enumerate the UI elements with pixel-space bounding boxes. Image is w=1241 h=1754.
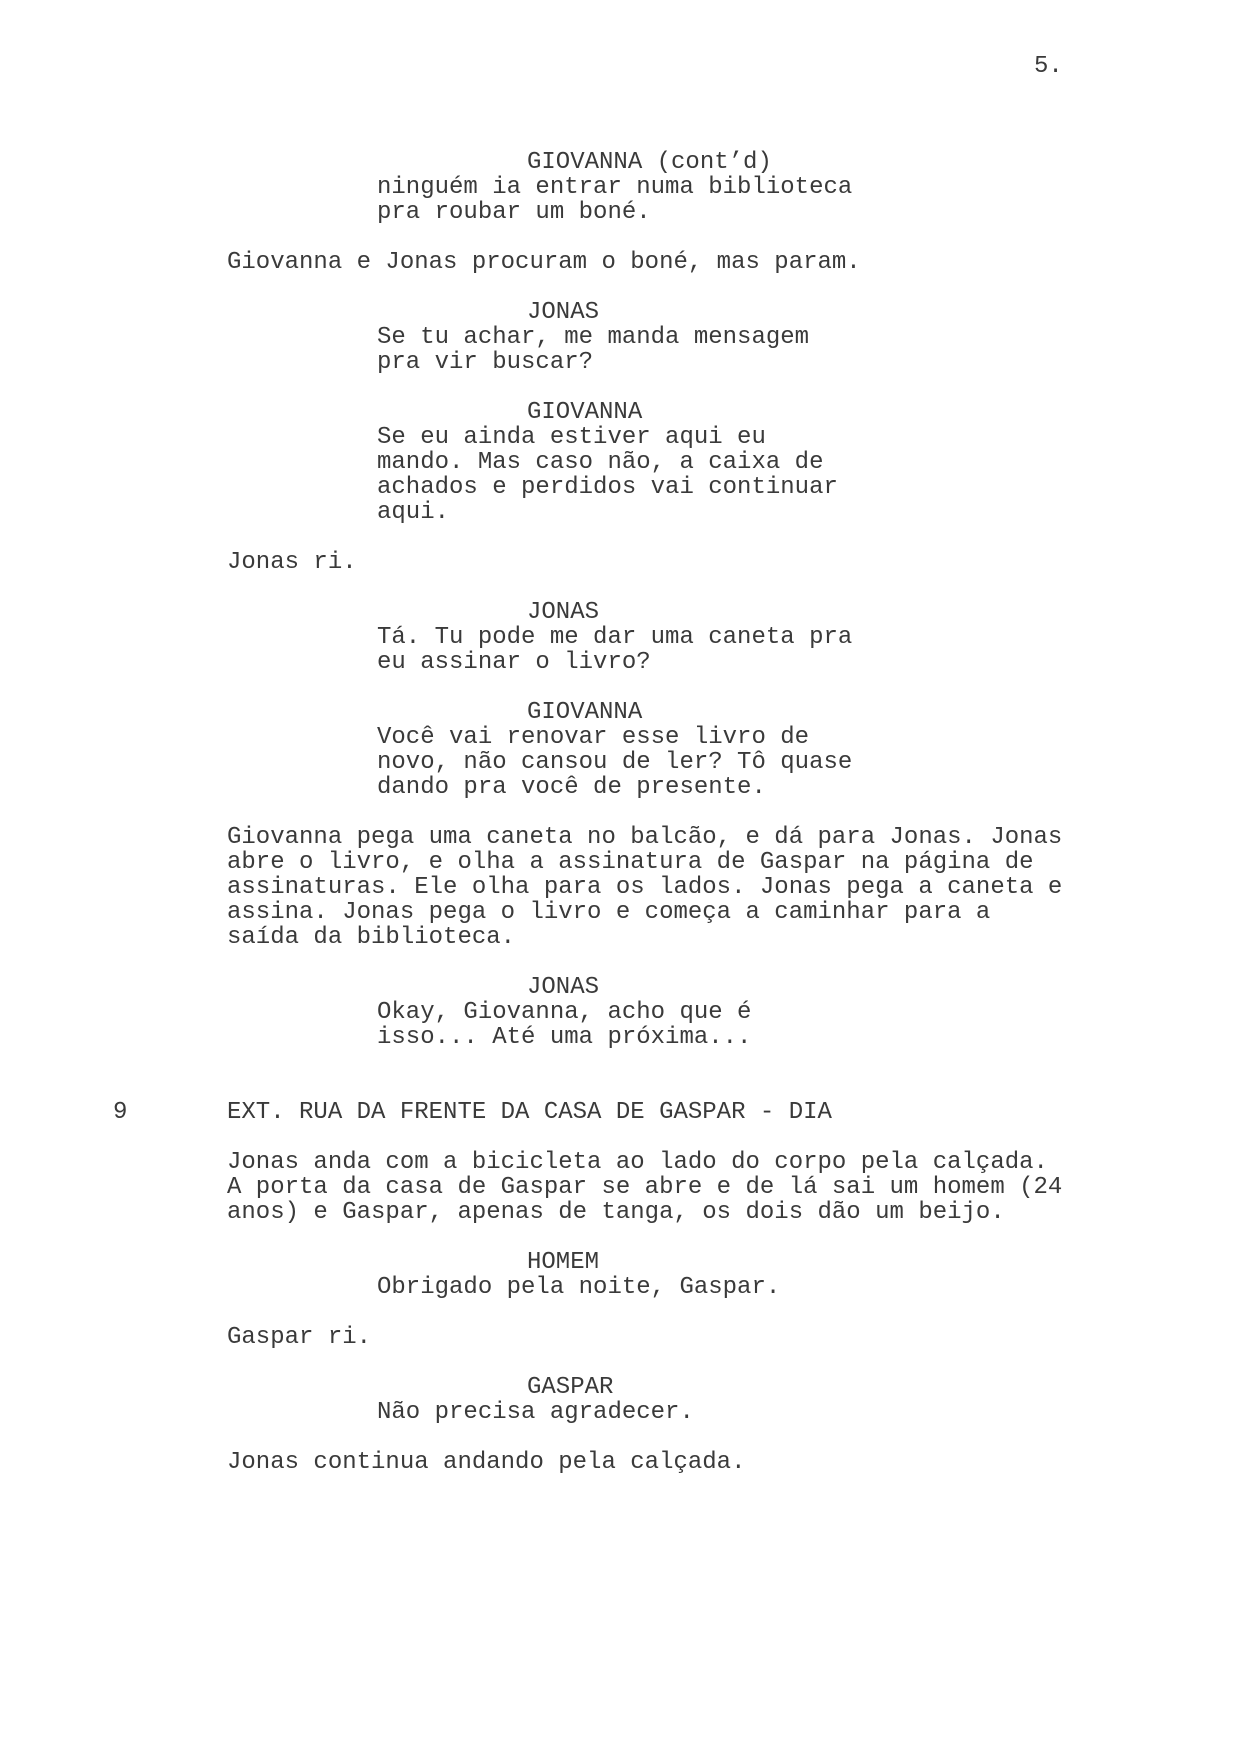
scene-slugline: EXT. RUA DA FRENTE DA CASA DE GASPAR - DIA: [227, 1099, 832, 1126]
dialogue-line: Okay, Giovanna, acho que é: [377, 999, 752, 1026]
action-line: Giovanna pega uma caneta no balcão, e dá para Jonas. Jonas: [227, 824, 1063, 851]
scene-number: 9: [113, 1099, 128, 1126]
action-line: Giovanna e Jonas procuram o boné, mas param.: [227, 249, 861, 276]
dialogue-line: Você vai renovar esse livro de: [377, 724, 810, 751]
dialogue-line: Se eu ainda estiver aqui eu: [377, 424, 766, 451]
dialogue-line: aqui.: [377, 499, 450, 526]
action-line: A porta da casa de Gaspar se abre e de lá sai um homem (24: [227, 1174, 1063, 1201]
action-line: Jonas anda com a bicicleta ao lado do corpo pela calçada.: [227, 1149, 1048, 1176]
action-line: Jonas continua andando pela calçada.: [227, 1449, 746, 1476]
character-cue: JONAS: [527, 299, 600, 326]
character-cue: GASPAR: [527, 1374, 614, 1401]
action-line: saída da biblioteca.: [227, 924, 516, 951]
dialogue-line: Tá. Tu pode me dar uma caneta pra: [377, 624, 853, 651]
action-line: assinaturas. Ele olha para os lados. Jonas pega a caneta e: [227, 874, 1063, 901]
dialogue-line: Obrigado pela noite, Gaspar.: [377, 1274, 781, 1301]
action-line: Jonas ri.: [227, 549, 357, 576]
page-number: 5.: [1034, 53, 1063, 80]
dialogue-line: mando. Mas caso não, a caixa de: [377, 449, 824, 476]
character-cue: GIOVANNA (cont’d): [527, 149, 772, 176]
action-line: anos) e Gaspar, apenas de tanga, os dois dão um beijo.: [227, 1199, 1005, 1226]
dialogue-line: Não precisa agradecer.: [377, 1399, 694, 1426]
dialogue-line: achados e perdidos vai continuar: [377, 474, 838, 501]
dialogue-line: pra vir buscar?: [377, 349, 594, 376]
action-line: abre o livro, e olha a assinatura de Gaspar na página de: [227, 849, 1034, 876]
dialogue-line: Se tu achar, me manda mensagem: [377, 324, 810, 351]
dialogue-line: novo, não cansou de ler? Tô quase: [377, 749, 853, 776]
character-cue: GIOVANNA: [527, 399, 643, 426]
dialogue-line: ninguém ia entrar numa biblioteca: [377, 174, 853, 201]
character-cue: HOMEM: [527, 1249, 600, 1276]
character-cue: GIOVANNA: [527, 699, 643, 726]
character-cue: JONAS: [527, 974, 600, 1001]
dialogue-line: isso... Até uma próxima...: [377, 1024, 752, 1051]
action-line: assina. Jonas pega o livro e começa a caminhar para a: [227, 899, 991, 926]
dialogue-line: eu assinar o livro?: [377, 649, 651, 676]
dialogue-line: dando pra você de presente.: [377, 774, 766, 801]
action-line: Gaspar ri.: [227, 1324, 372, 1351]
character-cue: JONAS: [527, 599, 600, 626]
dialogue-line: pra roubar um boné.: [377, 199, 651, 226]
